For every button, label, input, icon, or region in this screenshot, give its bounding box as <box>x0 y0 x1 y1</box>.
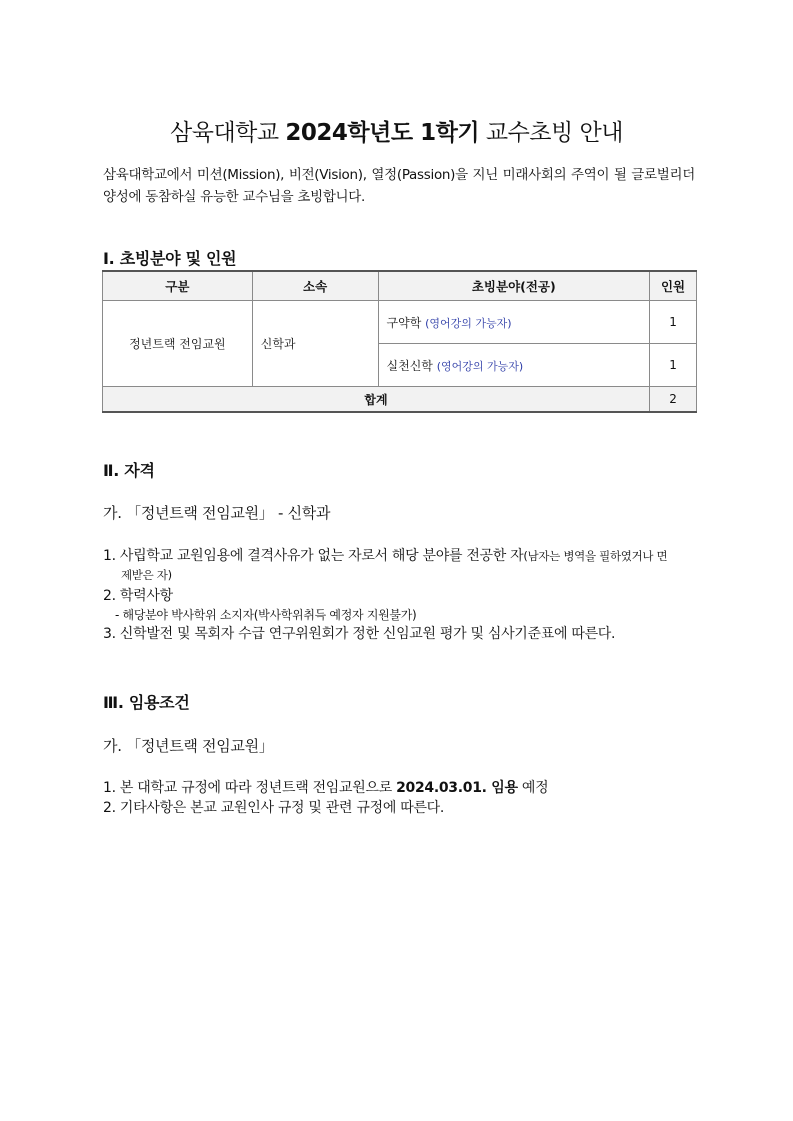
table-header-cell: 구분 <box>103 271 253 301</box>
field-name: 실천신학 <box>386 358 433 373</box>
field-cell <box>378 301 650 344</box>
dept-cell: 신학과 <box>252 301 378 387</box>
item-note: (남자는 병역을 필하였거나 면 <box>523 549 668 563</box>
title-term: 2024학년도 1학기 <box>285 120 480 146</box>
total-value: 2 <box>650 387 697 413</box>
intro-paragraph: 삼육대학교에서 미션(Mission), 비전(Vision), 열정(Passion)을 지닌 미래사회의 주역이 될 글로벌리더 양성에 동참하실 유능한 교수님을 초빙합니다. <box>103 167 695 205</box>
title-notice: 교수초빙 안내 <box>485 120 623 146</box>
item-date: 2024.03.01. 임용 <box>396 780 518 796</box>
recruitment-table <box>102 270 697 413</box>
title-university: 삼육대학교 <box>170 120 279 146</box>
category-cell: 정년트랙 전임교원 <box>103 301 253 387</box>
item-continuation: 제받은 자) <box>121 568 172 582</box>
page-title <box>0 114 793 147</box>
item-text: 1. 사립학교 교원임용에 결격사유가 없는 자로서 해당 분야를 전공한 자 <box>103 548 524 564</box>
count-cell: 1 <box>650 344 697 387</box>
list-item <box>103 546 695 566</box>
table-header-row <box>103 271 697 301</box>
qualification-list <box>103 546 695 644</box>
list-item <box>103 778 695 798</box>
list-item: 2. 학력사항 <box>103 588 173 604</box>
table-header-cell: 소속 <box>252 271 378 301</box>
table-row <box>103 301 697 344</box>
field-note: (영어강의 가능자) <box>436 359 524 373</box>
list-item: 2. 기타사항은 본교 교원인사 규정 및 관련 규정에 따른다. <box>103 800 445 816</box>
field-cell <box>378 344 650 387</box>
section2-heading: Ⅱ. 자격 <box>103 461 155 480</box>
section1-heading: Ⅰ. 초빙분야 및 인원 <box>103 249 237 268</box>
total-row <box>103 387 697 413</box>
field-note: (영어강의 가능자) <box>425 316 512 330</box>
conditions-list <box>103 778 695 818</box>
section3-heading: Ⅲ. 임용조건 <box>103 693 190 712</box>
item-text: 1. 본 대학교 규정에 따라 정년트랙 전임교원으로 <box>103 780 392 796</box>
field-name: 구약학 <box>386 315 422 330</box>
table-header-cell: 인원 <box>650 271 697 301</box>
count-cell: 1 <box>650 301 697 344</box>
list-subitem: - 해당분야 박사학위 소지자(박사학위취득 예정자 지원불가) <box>115 608 417 622</box>
section3-subheading: 가. 「정년트랙 전임교원」 <box>103 737 274 755</box>
list-item: 3. 신학발전 및 목회자 수급 연구위원회가 정한 신임교원 평가 및 심사기준표에 따른다. <box>103 626 616 642</box>
total-label: 합계 <box>103 387 650 413</box>
section2-subheading: 가. 「정년트랙 전임교원」 - 신학과 <box>103 504 331 522</box>
table-header-cell: 초빙분야(전공) <box>378 271 650 301</box>
item-text: 예정 <box>521 780 549 796</box>
